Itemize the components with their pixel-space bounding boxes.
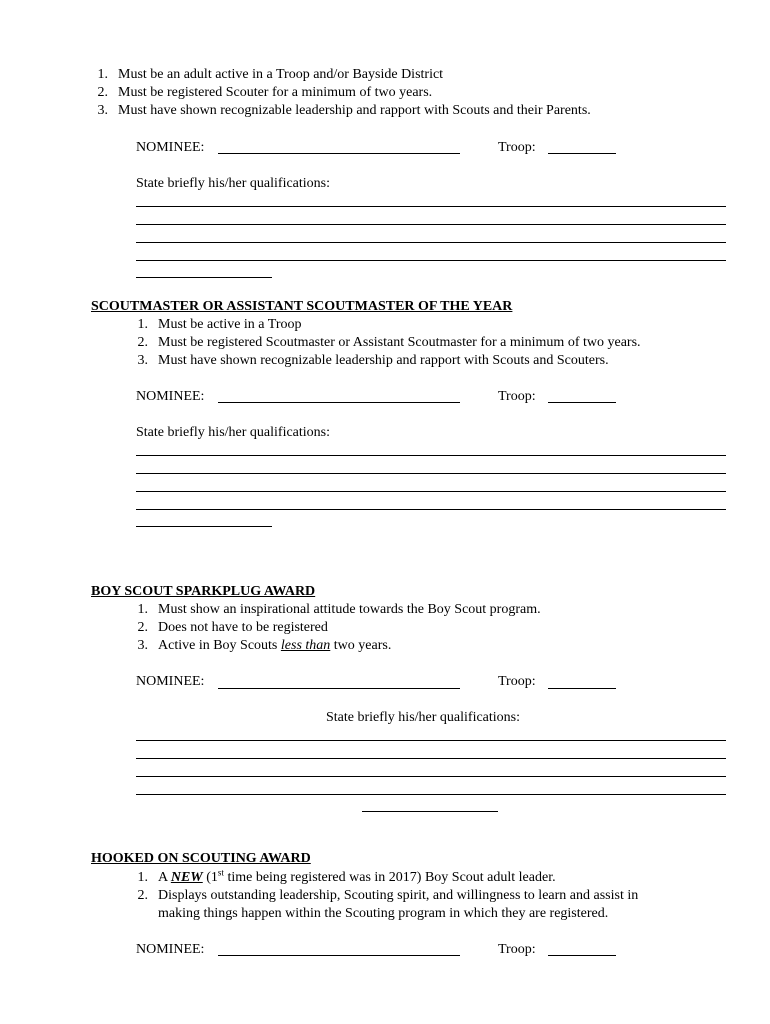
qualifications-label: State briefly his/her qualifications:: [326, 710, 521, 725]
list-item: Must have shown recognizable leadership and rapport with Scouts and Scouters.: [158, 353, 609, 368]
qualifications-line[interactable]: [136, 455, 726, 456]
section-title: BOY SCOUT SPARKPLUG AWARD: [91, 584, 316, 599]
list-number: 1.: [137, 317, 148, 332]
list-number: 1.: [137, 602, 148, 617]
list-item: Must be an adult active in a Troop and/or Bayside District: [118, 67, 444, 82]
qualifications-line[interactable]: [136, 224, 726, 225]
nominee-field[interactable]: [218, 153, 460, 154]
list-item: Must be registered Scouter for a minimum of two years.: [118, 85, 433, 100]
item-text: (1: [202, 870, 218, 885]
list-item: [158, 869, 556, 887]
troop-label: Troop:: [498, 140, 536, 155]
troop-label: Troop:: [498, 389, 536, 404]
nominee-field[interactable]: [218, 955, 460, 956]
nominee-label: NOMINEE:: [136, 942, 205, 957]
qualifications-line[interactable]: [362, 811, 498, 812]
item-text: Active in Boy Scouts: [158, 638, 281, 653]
troop-field[interactable]: [548, 688, 616, 689]
list-item: Must have shown recognizable leadership and rapport with Scouts and their Parents.: [118, 103, 591, 118]
list-item-continued: making things happen within the Scouting program in which they are registered.: [158, 906, 609, 921]
list-number: 1.: [137, 870, 148, 885]
qualifications-line[interactable]: [136, 758, 726, 759]
section-title: SCOUTMASTER OR ASSISTANT SCOUTMASTER OF THE YEAR: [91, 299, 513, 314]
qualifications-line[interactable]: [136, 491, 726, 492]
nominee-label: NOMINEE:: [136, 674, 205, 689]
troop-field[interactable]: [548, 955, 616, 956]
item-text: A: [158, 870, 171, 885]
nominee-label: NOMINEE:: [136, 140, 205, 155]
list-item: Must be active in a Troop: [158, 317, 302, 332]
list-item: Does not have to be registered: [158, 620, 328, 635]
list-number: 2.: [137, 620, 148, 635]
list-number: 1.: [97, 67, 108, 82]
item-text: two years.: [330, 638, 392, 653]
qualifications-label: State briefly his/her qualifications:: [136, 176, 331, 191]
qualifications-line[interactable]: [136, 277, 272, 278]
qualifications-label: State briefly his/her qualifications:: [136, 425, 331, 440]
list-number: 3.: [97, 103, 108, 118]
superscript: st: [217, 867, 224, 878]
list-number: 2.: [137, 888, 148, 903]
qualifications-line[interactable]: [136, 473, 726, 474]
qualifications-line[interactable]: [136, 260, 726, 261]
troop-label: Troop:: [498, 942, 536, 957]
qualifications-line[interactable]: [136, 794, 726, 795]
list-number: 2.: [137, 335, 148, 350]
qualifications-line[interactable]: [136, 206, 726, 207]
nominee-field[interactable]: [218, 688, 460, 689]
troop-label: Troop:: [498, 674, 536, 689]
list-number: 2.: [97, 85, 108, 100]
qualifications-line[interactable]: [136, 509, 726, 510]
qualifications-line[interactable]: [136, 242, 726, 243]
item-text: time being registered was in 2017) Boy Scout adult leader.: [223, 870, 556, 885]
emphasis-text: NEW: [170, 870, 203, 885]
list-item: Displays outstanding leadership, Scouting spirit, and willingness to learn and assist in: [158, 888, 639, 903]
list-number: 3.: [137, 638, 148, 653]
list-item: Must show an inspirational attitude towards the Boy Scout program.: [158, 602, 541, 617]
list-item: [158, 637, 391, 655]
qualifications-line[interactable]: [136, 776, 726, 777]
section-title: HOOKED ON SCOUTING AWARD: [91, 851, 311, 866]
troop-field[interactable]: [548, 153, 616, 154]
troop-field[interactable]: [548, 402, 616, 403]
qualifications-line[interactable]: [136, 526, 272, 527]
list-number: 3.: [137, 353, 148, 368]
nominee-field[interactable]: [218, 402, 460, 403]
nominee-label: NOMINEE:: [136, 389, 205, 404]
emphasis-text: less than: [280, 638, 331, 653]
qualifications-line[interactable]: [136, 740, 726, 741]
list-item: Must be registered Scoutmaster or Assistant Scoutmaster for a minimum of two years.: [158, 335, 641, 350]
